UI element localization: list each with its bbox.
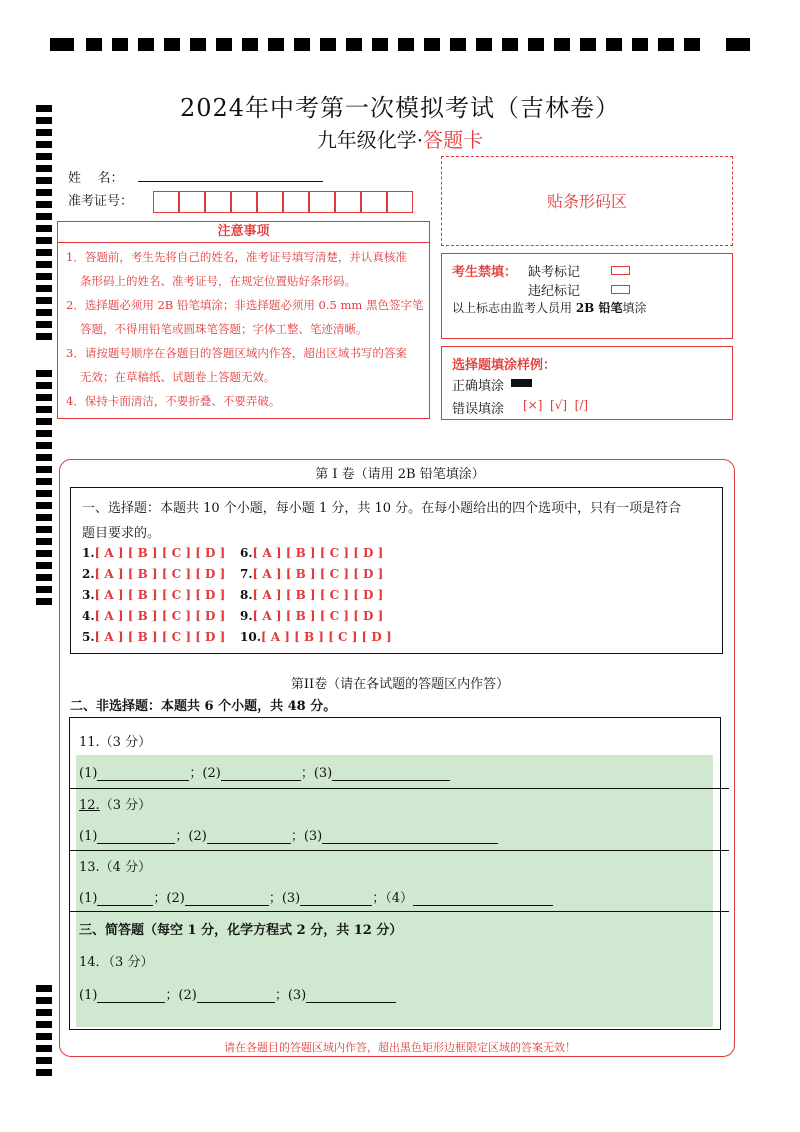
timing-mark [138, 38, 154, 51]
barcode-label: 贴条形码区 [546, 192, 627, 211]
answer-blank[interactable] [413, 891, 553, 906]
question-number: 8. [240, 588, 253, 602]
answer-blank[interactable] [300, 891, 372, 906]
answer-blank[interactable] [306, 988, 396, 1003]
notice-item: 2．选择题必须用 2B 铅笔填涂；非选择题必须用 0.5 mm 黑色签字笔 [66, 298, 424, 312]
timing-mark [580, 38, 596, 51]
choice-q10[interactable] [240, 630, 392, 644]
timing-mark [726, 38, 750, 51]
q11-heading: 11.（3 分） [79, 735, 152, 750]
option-bubbles[interactable]: [ A ] [ B ] [ C ] [ D ] [252, 567, 384, 581]
question-number: 3. [82, 588, 95, 602]
timing-mark [684, 38, 700, 51]
blank-label: ；(2) [189, 766, 221, 781]
timing-mark [606, 38, 622, 51]
option-bubbles[interactable]: [ A ] [ B ] [ C ] [ D ] [252, 588, 384, 602]
card-subtitle [0, 124, 800, 153]
barcode-area [441, 156, 733, 246]
answer-blank[interactable] [185, 891, 269, 906]
answer-blank[interactable] [197, 988, 275, 1003]
wrong-fill-label: 错误填涂 [452, 402, 505, 417]
notice-item: 4．保持卡面清洁，不要折叠、不要弄破。 [66, 394, 281, 408]
timing-mark [164, 38, 180, 51]
question-number: 4. [82, 609, 95, 623]
divider [69, 911, 729, 912]
forbidden-title: 考生禁填： [452, 265, 518, 280]
q12-score: （3 分） [99, 798, 152, 813]
option-bubbles[interactable]: [ A ] [ B ] [ C ] [ D ] [94, 546, 226, 560]
option-bubbles[interactable]: [ A ] [ B ] [ C ] [ D ] [94, 588, 226, 602]
answer-blank[interactable] [207, 829, 291, 844]
note-pencil: 2B 铅笔 [575, 301, 623, 315]
option-bubbles[interactable]: [ A ] [ B ] [ C ] [ D ] [252, 546, 384, 560]
timing-mark [50, 38, 74, 51]
filled-mark-sample [511, 379, 532, 387]
choice-instructions [82, 496, 722, 546]
timing-mark [346, 38, 362, 51]
option-bubbles[interactable]: [ A ] [ B ] [ C ] [ D ] [94, 630, 226, 644]
answer-blank[interactable] [332, 766, 450, 781]
question-number: 10. [240, 630, 261, 644]
q13-answers[interactable] [79, 887, 553, 906]
question-number: 7. [240, 567, 253, 581]
notice-item: 无效；在草稿纸、试题卷上答题无效。 [80, 370, 276, 384]
question-number: 6. [240, 546, 253, 560]
answer-card-label: 答题卡 [423, 128, 484, 152]
id-label: 准考证号： [68, 194, 134, 209]
timing-mark [398, 38, 414, 51]
blank-label: ；(3) [268, 891, 301, 906]
timing-mark [242, 38, 258, 51]
notice-title: 注意事项 [57, 221, 430, 243]
choice-q1[interactable] [82, 546, 225, 560]
forbidden-note [452, 299, 647, 316]
choice-q2[interactable] [82, 567, 225, 581]
timing-mark [372, 38, 388, 51]
timing-mark [476, 38, 492, 51]
option-bubbles[interactable]: [ A ] [ B ] [ C ] [ D ] [260, 630, 392, 644]
choice-q3[interactable] [82, 588, 225, 602]
blank-label: ；（4） [372, 891, 414, 906]
choice-q6[interactable] [240, 546, 383, 560]
timing-mark [450, 38, 466, 51]
answer-blank[interactable] [97, 766, 189, 781]
q13-heading: 13.（4 分） [79, 860, 152, 875]
notice-item: 答题，不得用铅笔或圆珠笔答题；字体工整、笔迹清晰。 [80, 322, 368, 336]
answer-blank[interactable] [97, 829, 175, 844]
absent-mark-box[interactable] [611, 266, 630, 275]
timing-mark [502, 38, 518, 51]
note-text-end: 填涂 [622, 301, 647, 315]
wrong-fill-marks: [×] [√] [/] [523, 398, 589, 412]
timing-mark [658, 38, 674, 51]
exam-title: 2024年中考第一次模拟考试（吉林卷） [179, 94, 621, 122]
absent-label: 缺考标记 [528, 265, 581, 280]
name-field[interactable] [138, 181, 323, 182]
divider [69, 850, 729, 851]
question-number: 2. [82, 567, 95, 581]
fill-example-title: 选择题填涂样例： [452, 358, 557, 373]
correct-fill-label: 正确填涂 [452, 379, 505, 394]
option-bubbles[interactable]: [ A ] [ B ] [ C ] [ D ] [94, 567, 226, 581]
subject-label: 九年级化学· [316, 128, 424, 152]
choice-instruction-line: 一、选择题：本题共 10 个小题，每小题 1 分，共 10 分。在每小题给出的四个选项中，只有一项是符合 [82, 501, 682, 516]
blank-label: (1) [79, 988, 98, 1003]
choice-q5[interactable] [82, 630, 225, 644]
question-number: 1. [82, 546, 95, 560]
timing-mark [190, 38, 206, 51]
option-bubbles[interactable]: [ A ] [ B ] [ C ] [ D ] [94, 609, 226, 623]
blank-label: ；(2) [165, 988, 197, 1003]
blank-label: ；(3) [290, 829, 323, 844]
timing-mark [86, 38, 102, 51]
blank-label: ；(3) [300, 766, 333, 781]
question-number: 9. [240, 609, 253, 623]
q12-heading [79, 794, 151, 813]
timing-mark [268, 38, 284, 51]
part1-title: 第 I 卷（请用 2B 铅笔填涂） [315, 467, 485, 482]
timing-mark [320, 38, 336, 51]
timing-mark [632, 38, 648, 51]
violation-mark-box[interactable] [611, 285, 630, 294]
choice-q8[interactable] [240, 588, 383, 602]
note-text: 以上标志由监考人员用 [452, 301, 576, 315]
notice-item: 条形码上的姓名、准考证号，在规定位置贴好条形码。 [80, 274, 356, 288]
q14-answers[interactable] [79, 984, 396, 1003]
q14-heading: 14．（3 分） [79, 955, 154, 970]
choice-q4[interactable] [82, 609, 225, 623]
answer-blank[interactable] [97, 891, 153, 906]
answer-blank[interactable] [97, 988, 165, 1003]
blank-label: ；(2) [175, 829, 207, 844]
footer-warning: 请在各题目的答题区域内作答，超出黑色矩形边框限定区域的答案无效！ [224, 1041, 576, 1054]
timing-mark [112, 38, 128, 51]
violation-label: 违纪标记 [528, 284, 581, 299]
blank-label: ；(3) [274, 988, 307, 1003]
q12-answers[interactable] [79, 825, 498, 844]
section2-heading: 二、非选择题：本题共 6 个小题，共 48 分。 [70, 699, 337, 714]
q11-answers[interactable] [79, 762, 450, 781]
timing-mark [528, 38, 544, 51]
answer-blank[interactable] [221, 766, 301, 781]
blank-label: (1) [79, 766, 98, 781]
blank-label: (1) [79, 891, 98, 906]
timing-mark [424, 38, 440, 51]
answer-blank[interactable] [322, 829, 498, 844]
choice-instruction-line: 题目要求的。 [82, 526, 161, 541]
option-bubbles[interactable]: [ A ] [ B ] [ C ] [ D ] [252, 609, 384, 623]
timing-mark [294, 38, 310, 51]
timing-mark [554, 38, 570, 51]
timing-mark [216, 38, 232, 51]
blank-label: (1) [79, 829, 98, 844]
choice-q7[interactable] [240, 567, 383, 581]
question-number: 5. [82, 630, 95, 644]
section3-heading: 三、简答题（每空 1 分，化学方程式 2 分，共 12 分） [79, 923, 403, 938]
part2-title: 第II卷（请在各试题的答题区内作答） [290, 677, 510, 692]
divider [69, 788, 729, 789]
q12-number: 12. [79, 798, 100, 813]
choice-q9[interactable] [240, 609, 383, 623]
name-label: 姓 名： [68, 171, 124, 186]
notice-item: 3．请按题号顺序在各题目的答题区域内作答，超出区域书写的答案 [66, 346, 407, 360]
notice-item: 1．答题前，考生先将自己的姓名，准考证号填写清楚，并认真核准 [66, 250, 407, 264]
blank-label: ；(2) [153, 891, 185, 906]
